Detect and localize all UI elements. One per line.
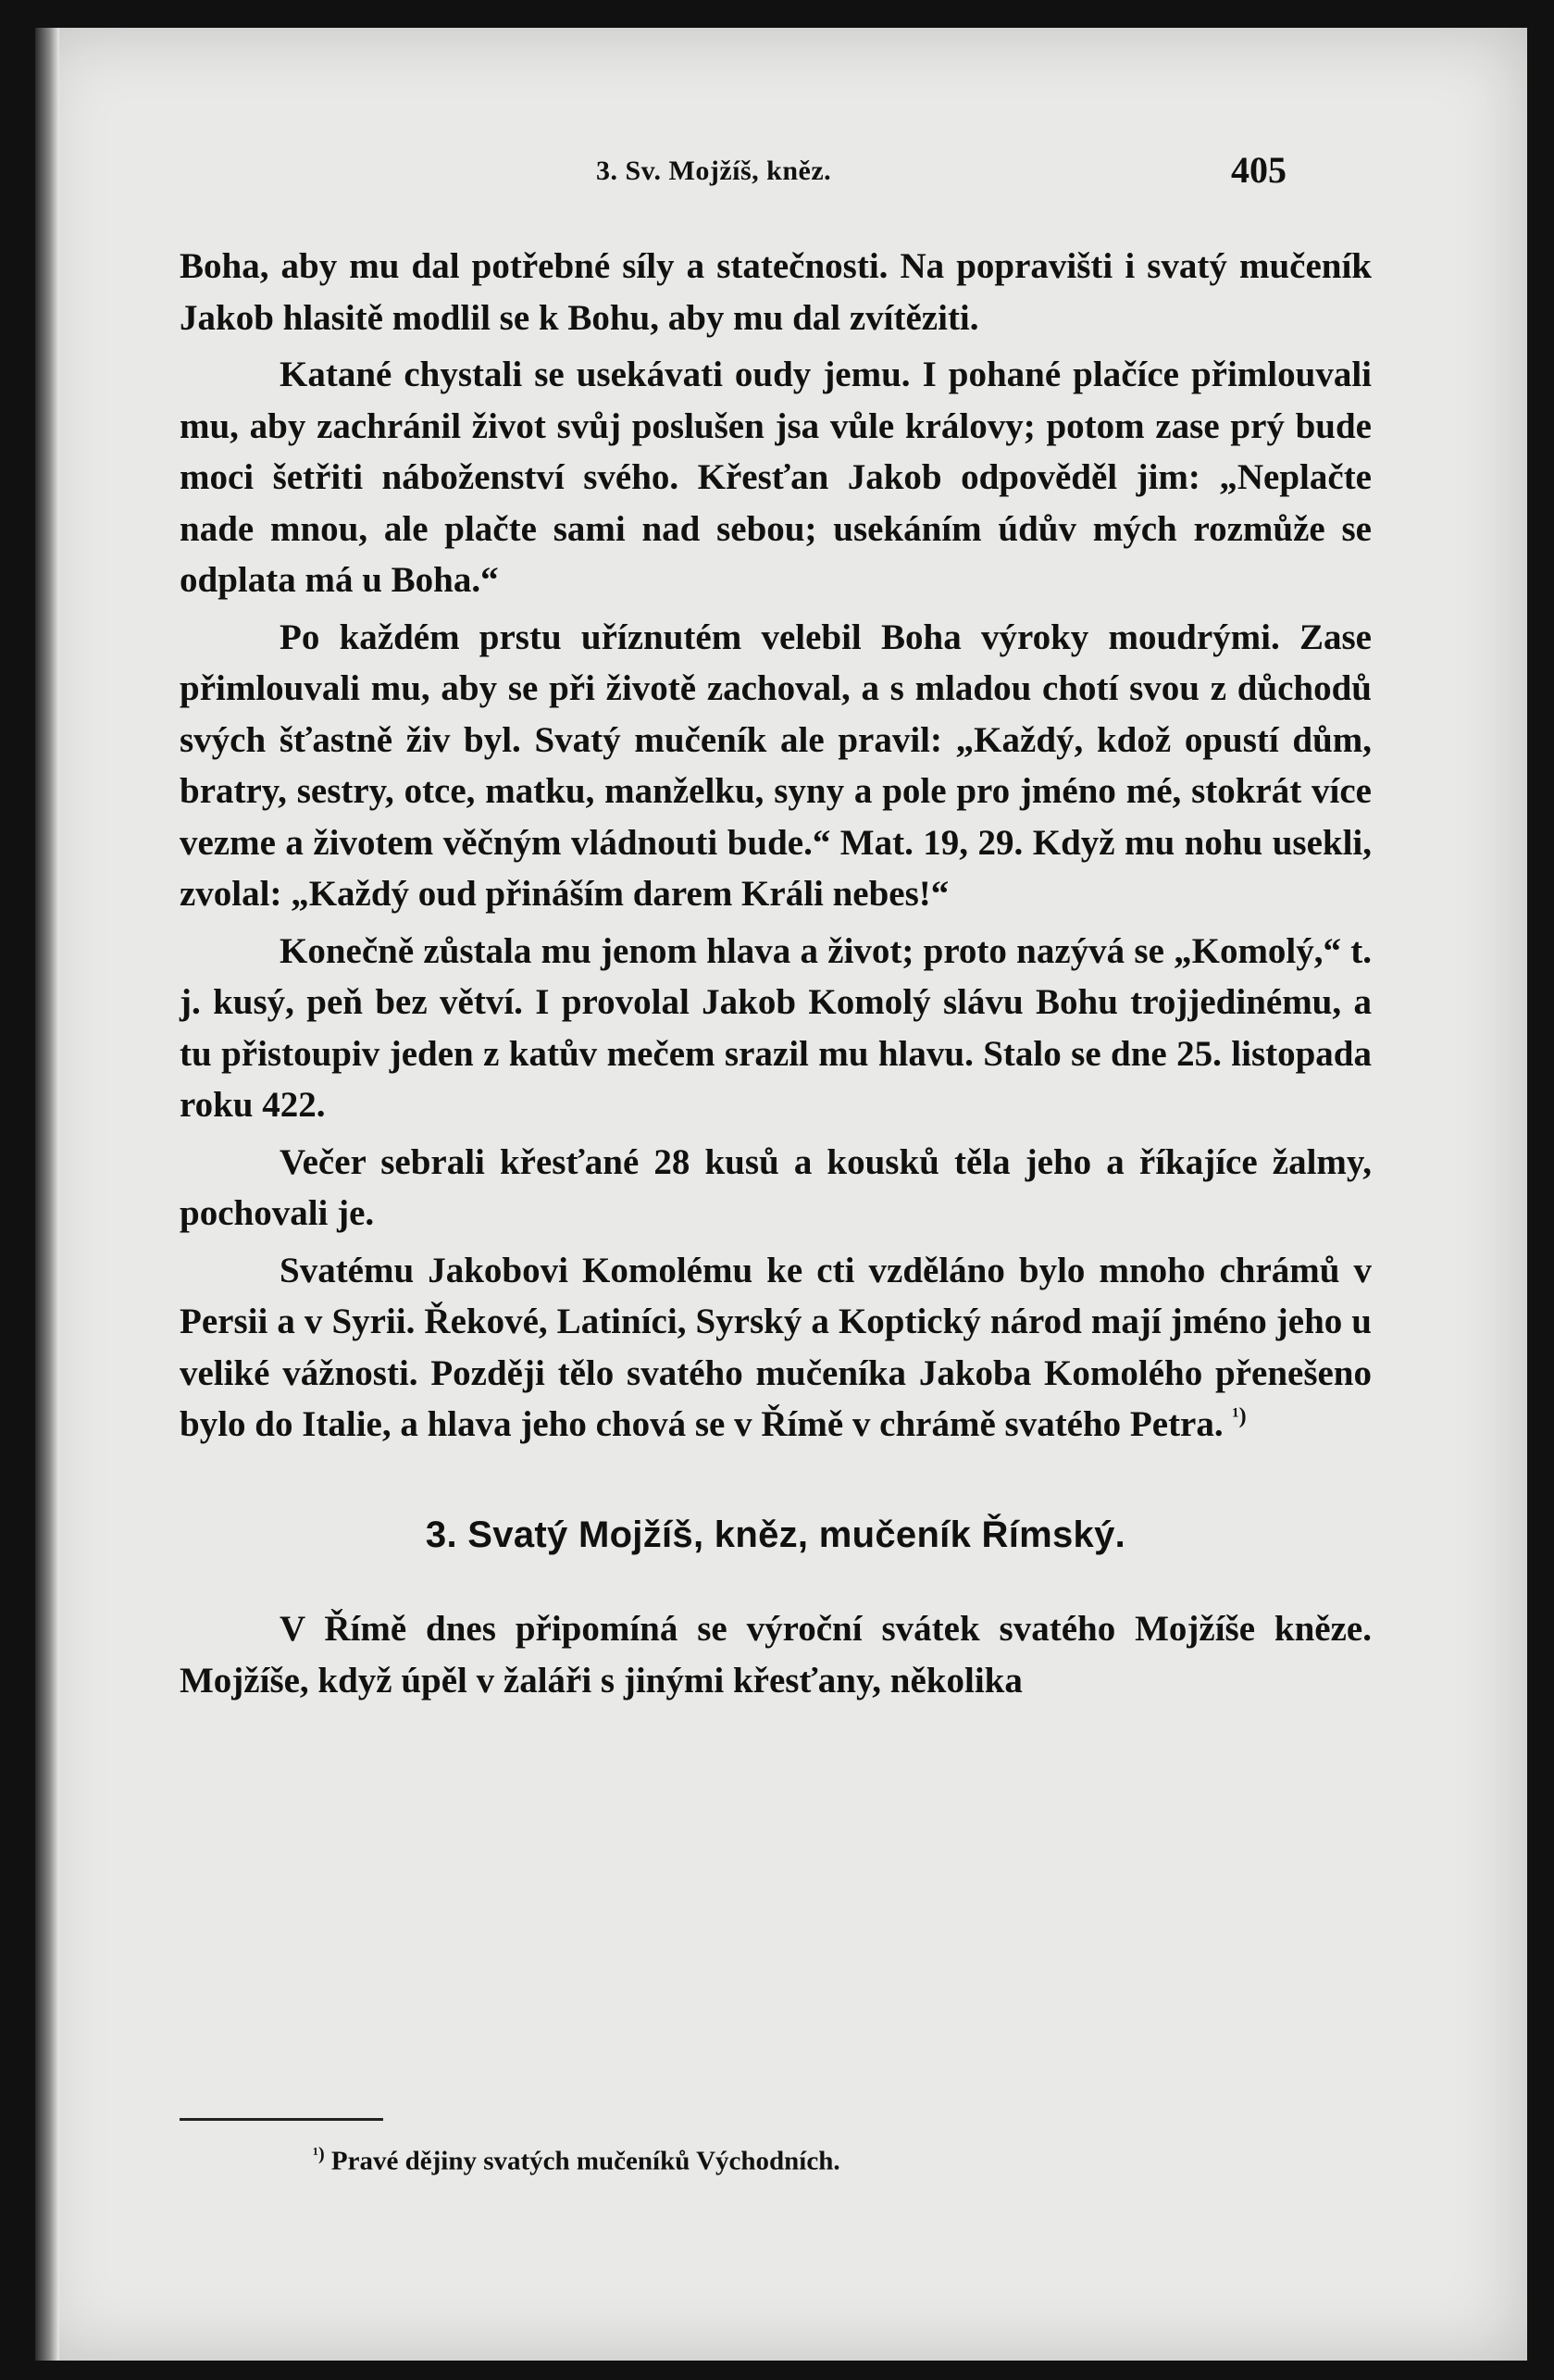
footnote-text: Pravé dějiny svatých mučeníků Východních. [330, 2146, 840, 2176]
paragraph-3: Po každém prstu uříznutém velebil Boha výroky moudrými. Zase přimlouvali mu, aby se při životě zachoval, a s mladou chotí svou z důchodů svých šťastně živ byl. Svatý mučeník ale pravil: „Každý, kdož opustí dům, bratry, sestry, otce, matku, manželku, syny a pole pro jméno mé, stokrát více vezme a životem věčným vládnouti bude.“ Mat. 19, 29. Když mu nohu usekli, zvolal: „Každý oud přináším darem Králi nebes!“ [180, 617, 1372, 914]
footnote-marker: ¹) [313, 2144, 325, 2164]
paragraph-2: Katané chystali se usekávati oudy jemu. I pohané plačíce přimlouvali mu, aby zachránil život svůj poslušen jsa vůle královy; potom zase prý bude moci šetřiti náboženství svého. Křesťan Jakob odpověděl jim: „Neplačte nade mnou, ale plačte sami nad sebou; usekáním údův mých rozmůže se odplata má u Boha.“ [180, 355, 1372, 600]
paragraph-1: Boha, aby mu dal potřebné síly a statečnosti. Na popravišti i svatý mučeník Jakob hlasitě modlil se k Bohu, aby mu dal zvítěziti. [180, 246, 1372, 338]
page-number: 405 [1231, 149, 1287, 191]
paragraph-5: Večer sebrali křesťané 28 kusů a kousků těla jeho a říkajíce žalmy, pochovali je. [180, 1141, 1372, 1233]
paragraph-6 [180, 1245, 1372, 1451]
running-head: 3. Sv. Mojžíš, kněz. [596, 156, 832, 186]
paragraph-6-text: Svatému Jakobovi Komolému ke cti vzděláno bylo mnoho chrámů v Persii a v Syrii. Řekové, Latiníci, Syrský a Koptický národ mají jméno jeho u veliké vážnosti. Později tělo svatého mučeníka Jakoba Komolého přenešeno bylo do Italie, a hlava jeho chová se v Římě v chrámě svatého Petra. [180, 1250, 1372, 1444]
footnote-divider [180, 2118, 383, 2121]
footnote-reference: ¹) [1232, 1404, 1247, 1428]
page-header [35, 148, 1527, 204]
footnote [313, 2144, 840, 2177]
paragraph-4: Konečně zůstala mu jenom hlava a život; proto nazývá se „Komolý,“ t. j. kusý, peň bez větví. I provolal Jakob Komolý slávu Bohu trojjedinému, a tu přistoupiv jeden z katův mečem srazil mu hlavu. Stalo se dne 25. listopada roku 422. [180, 930, 1372, 1125]
body-text [180, 241, 1372, 1712]
book-page [35, 28, 1527, 2361]
page-binding-edge [35, 28, 59, 2361]
paragraph-7: V Římě dnes připomíná se výroční svátek svatého Mojžíše kněze. Mojžíše, když úpěl v žaláři s jinými křesťany, několika [180, 1609, 1372, 1701]
section-heading: 3. Svatý Mojžíš, kněz, mučeník Římský. [425, 1514, 1126, 1555]
